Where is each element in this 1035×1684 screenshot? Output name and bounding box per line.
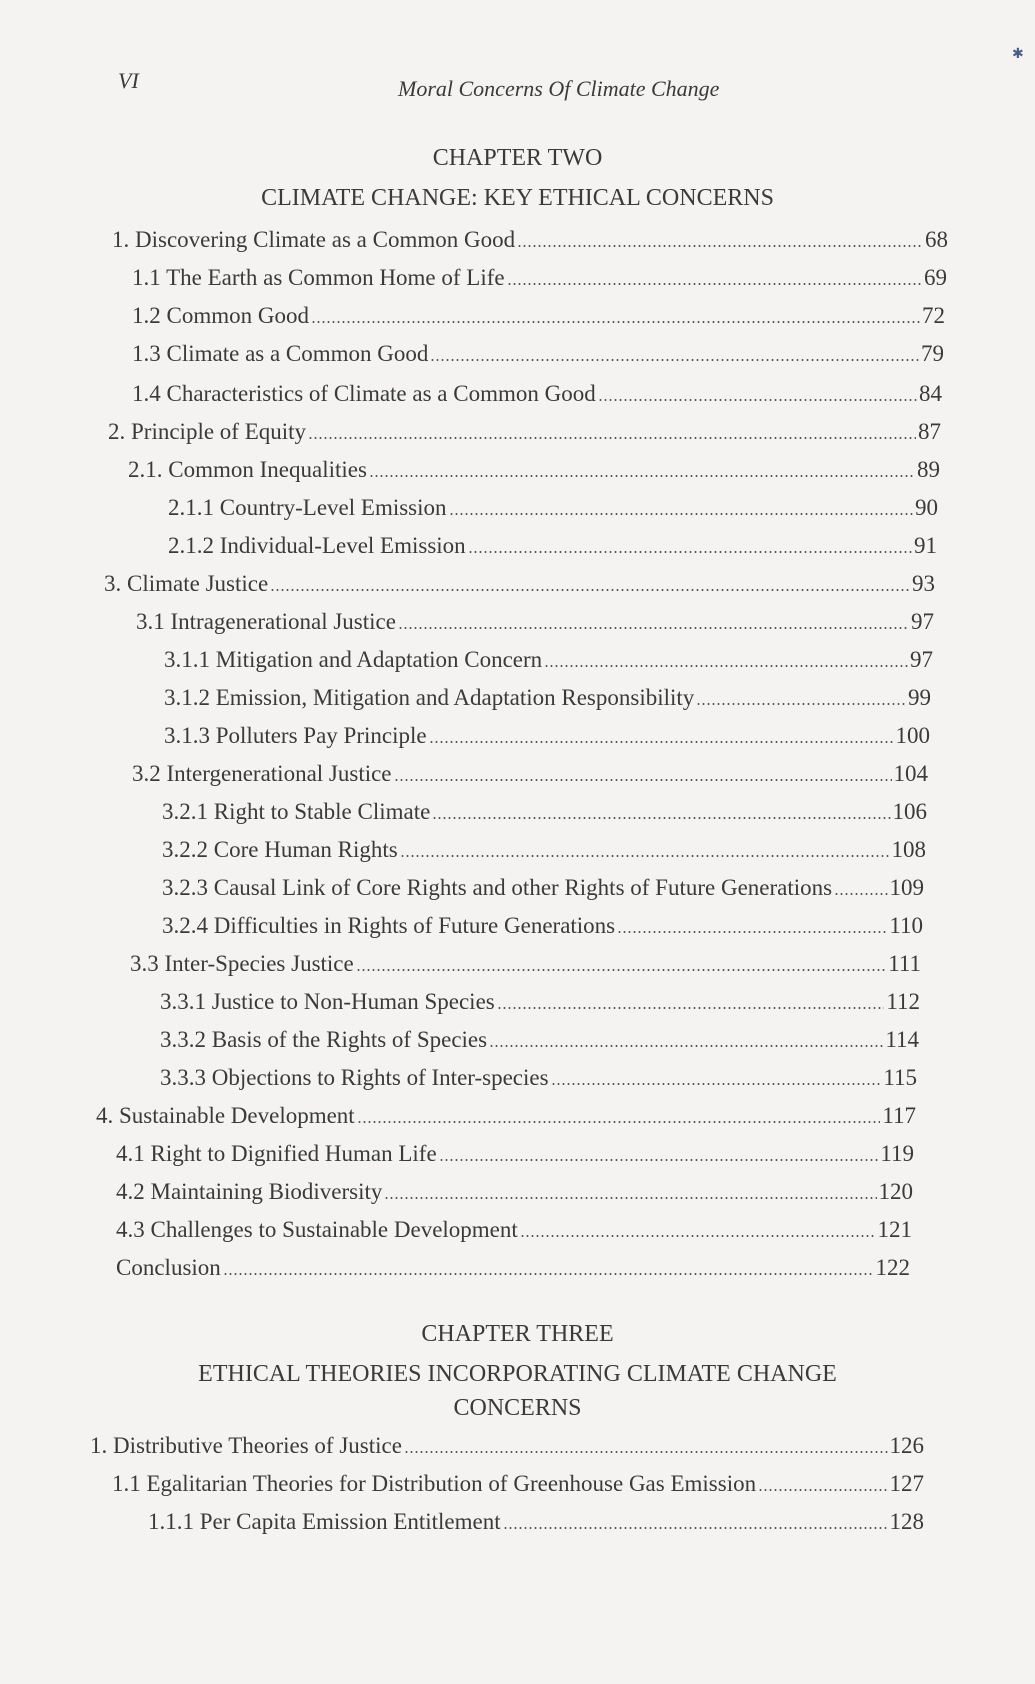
toc-entry-label: 3.2.3 Causal Link of Core Rights and other Rights of Future Generations	[162, 875, 833, 900]
toc-entry	[116, 1178, 913, 1206]
dot-leader	[696, 703, 906, 705]
toc-entry-page: 115	[883, 1065, 917, 1090]
toc-entry-page: 69	[924, 265, 947, 290]
toc-entry-label: 1.2 Common Good	[132, 303, 309, 328]
toc-entry-page: 110	[889, 913, 923, 938]
toc-entry-label: 3.3 Inter-Species Justice	[130, 951, 354, 976]
toc-entry-label: 2. Principle of Equity	[108, 419, 307, 444]
dot-leader	[308, 437, 916, 439]
dot-leader	[517, 245, 923, 247]
toc-entry	[164, 684, 931, 712]
dot-leader	[369, 475, 915, 477]
toc-entry-page: 97	[911, 609, 934, 634]
page-number: VI	[118, 68, 139, 93]
chapter-three-title-line2: CONCERNS	[453, 1395, 582, 1421]
toc-entry-page: 114	[885, 1027, 919, 1052]
dot-leader	[432, 817, 890, 819]
toc-entry-page: 119	[880, 1141, 914, 1166]
toc-entry-label: 1. Discovering Climate as a Common Good	[112, 227, 516, 252]
toc-entry-label: 1.1 Egalitarian Theories for Distribution of Greenhouse Gas Emission	[112, 1471, 757, 1496]
toc-entry-page: 99	[908, 685, 931, 710]
toc-entry-label: 3.2.1 Right to Stable Climate	[162, 799, 431, 824]
dot-leader	[356, 969, 886, 971]
toc-entry	[96, 1102, 916, 1130]
toc-entry-label: 3. Climate Justice	[104, 571, 269, 596]
chapter-two-title: CLIMATE CHANGE: KEY ETHICAL CONCERNS	[261, 185, 774, 211]
ink-speck: ✱	[1012, 47, 1024, 62]
toc-entry	[148, 1508, 924, 1536]
toc-entry	[164, 722, 930, 750]
dot-leader	[617, 931, 887, 933]
toc-entry-label: 3.3.3 Objections to Rights of Inter-species	[160, 1065, 549, 1090]
chapter-three-heading: CHAPTER THREE	[421, 1321, 614, 1347]
toc-entry-label: 4.2 Maintaining Biodiversity	[116, 1179, 383, 1204]
dot-leader	[404, 1451, 888, 1453]
toc-entry	[116, 1254, 910, 1282]
dot-leader	[520, 1235, 876, 1237]
dot-leader	[468, 551, 912, 553]
toc-entry-page: 126	[889, 1433, 924, 1458]
toc-entry	[128, 456, 940, 484]
toc-entry-page: 128	[889, 1509, 924, 1534]
toc-entry	[116, 1216, 912, 1244]
toc-entry-page: 87	[918, 419, 941, 444]
toc-entry-page: 109	[889, 875, 924, 900]
dot-leader	[398, 627, 909, 629]
toc-entry-label: 1.1 The Earth as Common Home of Life	[132, 265, 505, 290]
toc-entry-label: 3.1.2 Emission, Mitigation and Adaptation Responsibility	[164, 685, 695, 710]
toc-entry-page: 100	[895, 723, 930, 748]
toc-entry	[116, 1140, 914, 1168]
dot-leader	[429, 741, 894, 743]
toc-entry-page: 108	[891, 837, 926, 862]
toc-entry	[90, 1432, 924, 1460]
dot-leader	[497, 1007, 885, 1009]
dot-leader	[384, 1197, 876, 1199]
chapter-three-title-line1: ETHICAL THEORIES INCORPORATING CLIMATE CHANGE	[198, 1361, 837, 1387]
dot-leader	[544, 665, 908, 667]
toc-entry-page: 120	[878, 1179, 913, 1204]
toc-entry-label: 3.3.1 Justice to Non-Human Species	[160, 989, 495, 1014]
toc-entry-page: 112	[886, 989, 920, 1014]
dot-leader	[551, 1083, 882, 1085]
toc-entry-label: Conclusion	[116, 1255, 221, 1280]
toc-entry-page: 93	[912, 571, 935, 596]
toc-entry-label: 1.3 Climate as a Common Good	[132, 341, 429, 366]
toc-entry-label: 3.2.2 Core Human Rights	[162, 837, 398, 862]
toc-entry	[132, 264, 947, 292]
dot-leader	[357, 1121, 881, 1123]
toc-entry	[162, 836, 926, 864]
toc-entry-page: 97	[910, 647, 933, 672]
dot-leader	[400, 855, 890, 857]
toc-entry	[136, 608, 934, 636]
toc-entry-page: 68	[925, 227, 948, 252]
toc-entry	[162, 798, 927, 826]
toc-entry-page: 122	[875, 1255, 910, 1280]
toc-entry-page: 90	[915, 495, 938, 520]
toc-entry-page: 127	[889, 1471, 924, 1496]
toc-entry	[162, 874, 924, 902]
toc-entry-page: 104	[893, 761, 928, 786]
toc-entry	[160, 988, 920, 1016]
toc-entry-label: 4.3 Challenges to Sustainable Development	[116, 1217, 518, 1242]
dot-leader	[507, 283, 922, 285]
toc-entry	[112, 226, 948, 254]
toc-entry-page: 117	[882, 1103, 916, 1128]
toc-entry-label: 1.4 Characteristics of Climate as a Common Good	[132, 381, 596, 406]
chapter-two-heading: CHAPTER TWO	[432, 145, 603, 171]
toc-entry-label: 3.2.4 Difficulties in Rights of Future Generations	[162, 913, 616, 938]
toc-entry	[132, 380, 942, 408]
toc-entry-label: 1.1.1 Per Capita Emission Entitlement	[148, 1509, 501, 1534]
toc-entry	[108, 418, 941, 446]
toc-entry-label: 2.1.1 Country-Level Emission	[168, 495, 447, 520]
toc-entry-page: 121	[877, 1217, 912, 1242]
dot-leader	[489, 1045, 883, 1047]
book-title: Moral Concerns Of Climate Change	[398, 76, 720, 101]
dot-leader	[758, 1489, 887, 1491]
dot-leader	[503, 1527, 888, 1529]
toc-entry-label: 2.1. Common Inequalities	[128, 457, 367, 482]
toc-entry	[112, 1470, 924, 1498]
toc-entry	[164, 646, 933, 674]
toc-entry	[132, 340, 944, 368]
dot-leader	[270, 589, 910, 591]
toc-entry-label: 4.1 Right to Dignified Human Life	[116, 1141, 437, 1166]
toc-entry	[162, 912, 923, 940]
toc-entry-page: 79	[921, 341, 944, 366]
toc-entry	[168, 532, 937, 560]
toc-entry	[130, 950, 921, 978]
toc-entry-page: 91	[914, 533, 937, 558]
dot-leader	[394, 779, 892, 781]
toc-entry-page: 111	[888, 951, 921, 976]
toc-entry	[160, 1026, 919, 1054]
dot-leader	[439, 1159, 879, 1161]
toc-entry	[160, 1064, 917, 1092]
toc-entry	[132, 760, 928, 788]
toc-entry-page: 84	[919, 381, 942, 406]
toc-entry-label: 1. Distributive Theories of Justice	[90, 1433, 402, 1458]
toc-entry-label: 3.1.1 Mitigation and Adaptation Concern	[164, 647, 543, 672]
toc-entry-label: 2.1.2 Individual-Level Emission	[168, 533, 466, 558]
toc-entry-label: 3.3.2 Basis of the Rights of Species	[160, 1027, 488, 1052]
toc-entry-page: 72	[922, 303, 945, 328]
dot-leader	[311, 321, 920, 323]
dot-leader	[598, 399, 917, 401]
dot-leader	[223, 1273, 874, 1275]
toc-entry-label: 3.1 Intragenerational Justice	[136, 609, 396, 634]
toc-entry-page: 106	[892, 799, 927, 824]
toc-entry-page: 89	[917, 457, 940, 482]
toc-entry-label: 3.2 Intergenerational Justice	[132, 761, 392, 786]
dot-leader	[449, 513, 913, 515]
toc-entry-label: 4. Sustainable Development	[96, 1103, 355, 1128]
dot-leader	[834, 893, 887, 895]
toc-entry	[104, 570, 935, 598]
toc-entry-label: 3.1.3 Polluters Pay Principle	[164, 723, 427, 748]
toc-entry	[132, 302, 945, 330]
dot-leader	[430, 359, 919, 361]
toc-entry	[168, 494, 938, 522]
